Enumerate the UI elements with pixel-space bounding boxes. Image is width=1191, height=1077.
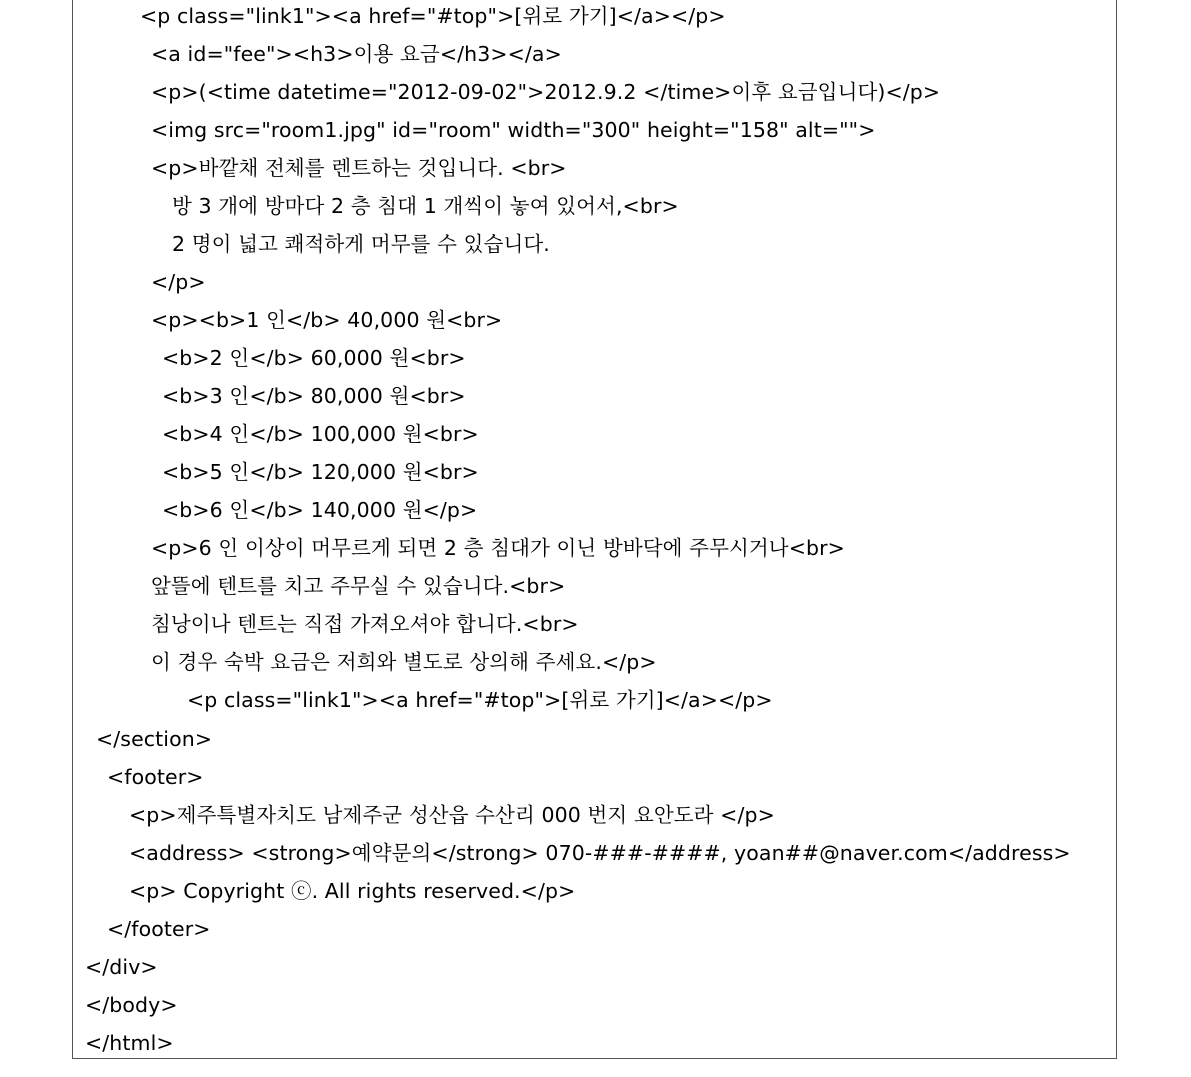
code-line: </footer> (107, 917, 211, 941)
code-line: <a id="fee"><h3>이용 요금</h3></a> (151, 42, 562, 66)
code-line: <b>6 인</b> 140,000 원</p> (162, 498, 478, 522)
code-line: <p>제주특별자치도 남제주군 성산읍 수산리 000 번지 요안도라 </p> (129, 803, 775, 827)
code-line: </p> (151, 270, 206, 294)
code-line: <footer> (107, 765, 204, 789)
code-line: 이 경우 숙박 요금은 저희와 별도로 상의해 주세요.</p> (151, 650, 657, 674)
code-line: <b>3 인</b> 80,000 원<br> (162, 384, 466, 408)
code-line: <img src="room1.jpg" id="room" width="300" height="158" alt=""> (151, 118, 876, 142)
code-line: <b>4 인</b> 100,000 원<br> (162, 422, 479, 446)
code-line: 2 명이 넓고 쾌적하게 머무를 수 있습니다. (172, 232, 550, 256)
code-line: <p>(<time datetime="2012-09-02">2012.9.2 </time>이후 요금입니다)</p> (151, 80, 941, 104)
code-line: <address> <strong>예약문의</strong> 070-###-####, yoan##@naver.com</address> (129, 841, 1071, 865)
code-line: </body> (85, 993, 178, 1017)
code-line: </div> (85, 955, 158, 979)
code-line: 앞뜰에 텐트를 치고 주무실 수 있습니다.<br> (151, 574, 566, 598)
code-line: <b>5 인</b> 120,000 원<br> (162, 460, 479, 484)
code-line: 방 3 개에 방마다 2 층 침대 1 개씩이 놓여 있어서,<br> (172, 194, 679, 218)
code-line: <p><b>1 인</b> 40,000 원<br> (151, 308, 503, 332)
code-line: <p>6 인 이상이 머무르게 되면 2 층 침대가 이닌 방바닥에 주무시거나<br> (151, 536, 845, 560)
code-line: <p class="link1"><a href="#top">[위로 가기]</a></p> (187, 688, 773, 712)
code-line: </html> (85, 1031, 174, 1055)
code-line: 침낭이나 텐트는 직접 가져오셔야 합니다.<br> (151, 612, 579, 636)
code-line: <b>2 인</b> 60,000 원<br> (162, 346, 466, 370)
code-line: <p>바깥채 전체를 렌트하는 것입니다. <br> (151, 156, 567, 180)
code-line: </section> (96, 727, 213, 751)
code-line: <p> Copyright ⓒ. All rights reserved.</p> (129, 879, 576, 903)
code-line: <p class="link1"><a href="#top">[위로 가기]</a></p> (140, 4, 726, 28)
